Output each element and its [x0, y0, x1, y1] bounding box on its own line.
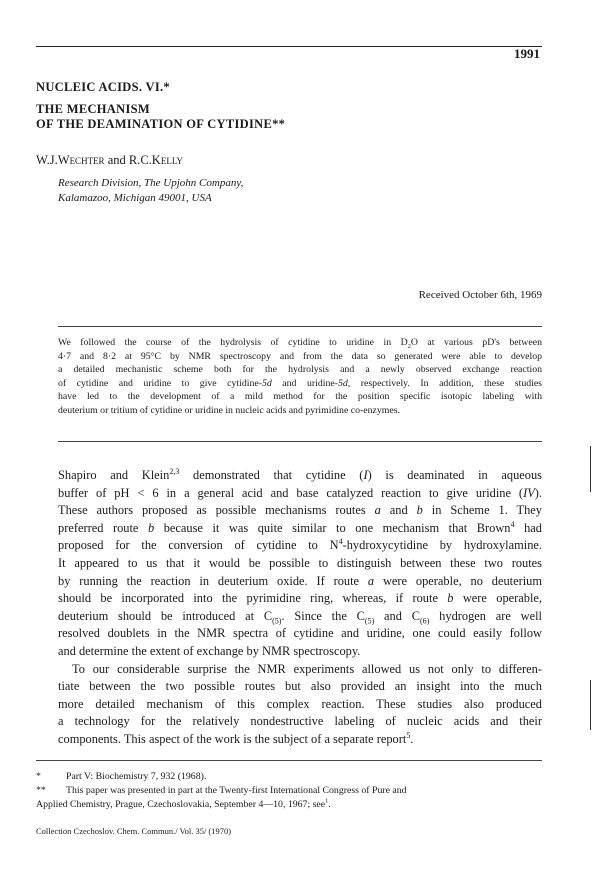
paragraph-line: buffer of pH < 6 in a general acid and base catalyzed reaction to give uridine (IV).	[58, 485, 542, 500]
footnote	[36, 784, 542, 798]
paragraph-line: deuterium should be introduced at $C_{(5)}$. Since the $C_{(5)}$ and $C_{(6)}$ hydrogen are well	[58, 608, 542, 626]
paragraph-line: proposed for the conversion of cytidine to $N^4$-hydroxycytidine by hydroxylamine.	[58, 537, 542, 553]
abstract-line: We followed the course of the hydrolysis of cytidine to uridine in $D_2O$ at various pD's between	[58, 337, 542, 350]
header-rule	[36, 46, 542, 47]
abstract	[58, 336, 542, 418]
affiliation-line: Research Division, The Upjohn Company,	[58, 177, 244, 189]
paragraph-line: by running the reaction in deuterium oxide. If route a were operable, no deuterium	[58, 573, 543, 588]
author-separator: and	[107, 153, 126, 167]
paragraph-line: and determine the extent of exchange by NMR spectroscopy.	[58, 643, 361, 658]
paragraph-line: a technology for the relatively nondestructive labeling of nucleic acids and their	[58, 714, 542, 729]
article-title	[36, 102, 285, 132]
affiliation	[58, 176, 243, 206]
abstract-line: deuterium or tritium of cytidine or uridine in nucleic acids and pyrimidine co-enzymes.	[58, 404, 400, 416]
footnote	[36, 770, 542, 784]
margin-mark	[590, 680, 591, 730]
journal-footer: Collection Czechoslov. Chem. Commun./ Vol. 35/ (1970)	[36, 826, 232, 836]
author-list	[36, 153, 183, 168]
footnote-text: This paper was presented in part at the Twenty-first International Congress of Pure and	[66, 785, 407, 796]
paragraph-line: more detailed mechanism of this complex reaction. These studies also produced	[58, 696, 542, 711]
abstract-bottom-rule	[58, 441, 542, 442]
article-title-line: OF THE DEAMINATION OF CYTIDINE**	[36, 117, 286, 131]
received-date: Received October 6th, 1969	[418, 289, 542, 301]
article-title-line: THE MECHANISM	[36, 102, 150, 116]
page-number: 1991	[514, 46, 540, 61]
paragraph-line: resolved doublets in the NMR spectra of cytidine and uridine, one could easily follow	[58, 626, 542, 641]
footnote-rule	[36, 760, 542, 761]
footnote-mark: *	[36, 771, 41, 782]
abstract-line: a detailed mechanistic scheme both for the hydrolysis and a newly observed exchange reaction	[58, 364, 542, 376]
footnote-mark: **	[36, 785, 46, 796]
footnote-continuation: Applied Chemistry, Prague, Czechoslovakia, September 4—10, 1967; see$^1$.	[36, 797, 331, 810]
abstract-line: 4·7 and 8·2 at 95°C by NMR spectroscopy and from the data so generated were able to develop	[58, 350, 542, 362]
footnote-text: Part V: Biochemistry 7, 932 (1968).	[66, 771, 207, 782]
paragraph-line: It appeared to us that it would be possible to distinguish between these two routes	[58, 555, 542, 570]
paragraph-line: These authors proposed as possible mechanisms routes a and b in Scheme 1. They	[58, 503, 543, 518]
paragraph-line: should be incorporated into the pyrimidine ring, whereas, if route b were operable,	[58, 591, 542, 606]
margin-mark	[590, 446, 591, 492]
body-text	[58, 467, 542, 749]
series-title: NUCLEIC ACIDS. VI.*	[36, 80, 170, 94]
author-name: R.C.Kelly	[128, 153, 183, 167]
abstract-line: of cytidine and uridine to give cytidine-5d and uridine-5d, respectively. In addition, these studies	[58, 377, 542, 389]
abstract-line: have led to the development of a mild method for the position specific isotopic labeling with	[58, 391, 542, 403]
paragraph-line: Shapiro and Klein$^{2,3}$ demonstrated that cytidine (I) is deaminated in aqueous	[58, 466, 542, 482]
paragraph-line: tiate between the two possible routes but also provided an insight into the much	[58, 679, 542, 694]
paragraph-line: preferred route b because it was quite similar to one mechanism that Brown$^4$ had	[58, 519, 542, 535]
author-name: W.J.Wechter	[36, 153, 105, 167]
paragraph-line: To our considerable surprise the NMR experiments allowed us not only to differen-	[72, 661, 542, 676]
paragraph-line: components. This aspect of the work is the subject of a separate report$^5$.	[58, 730, 414, 746]
abstract-top-rule	[58, 326, 542, 327]
footnotes	[36, 770, 542, 812]
affiliation-line: Kalamazoo, Michigan 49001, USA	[58, 192, 212, 204]
